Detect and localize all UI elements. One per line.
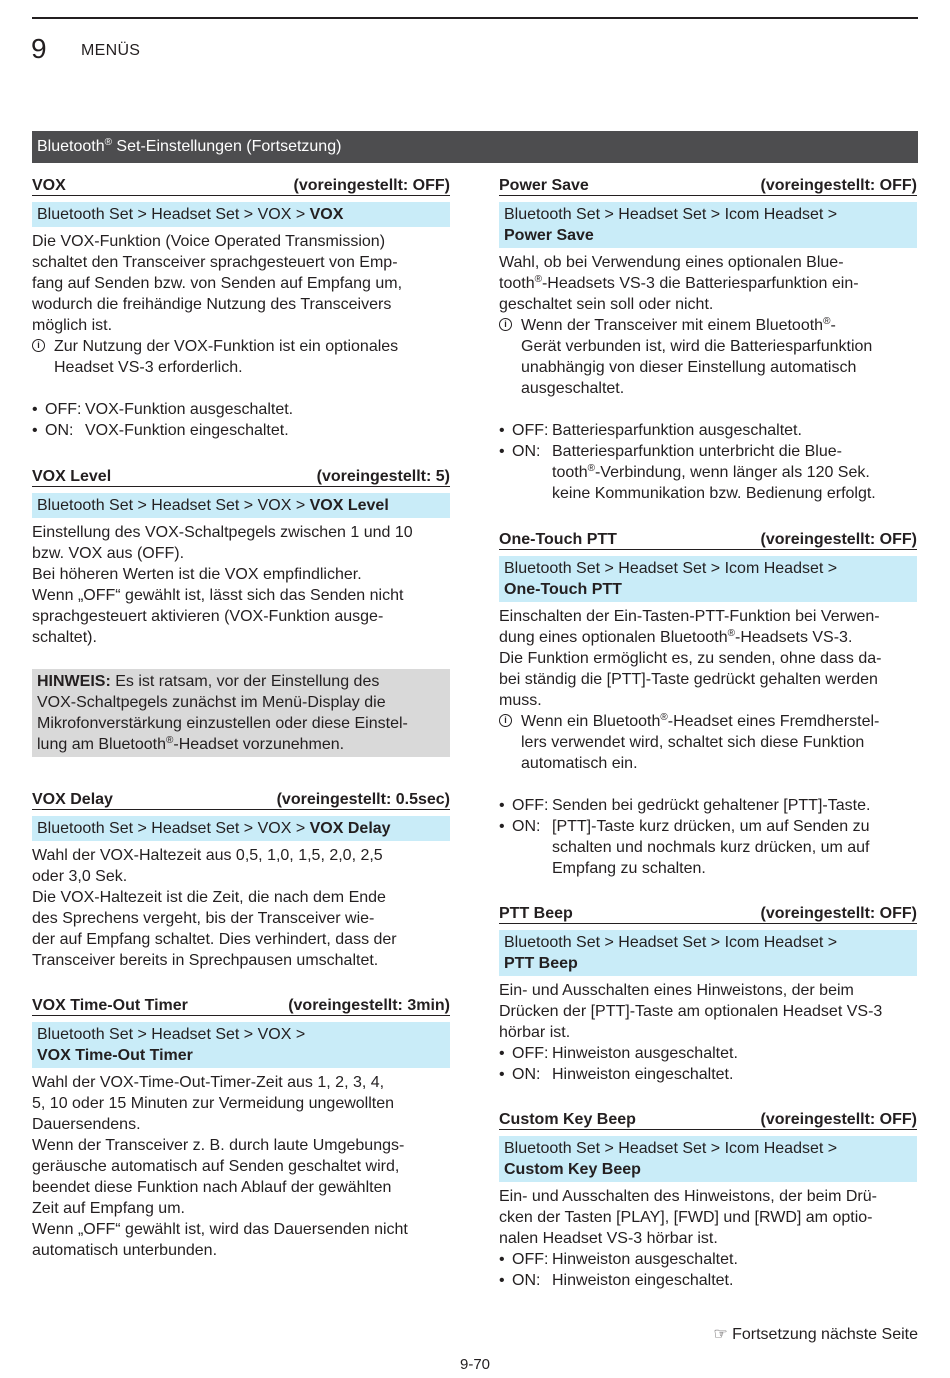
reg-mark: ® (534, 274, 542, 285)
text-line: -Headset vorzunehmen. (173, 736, 345, 753)
vox-timer-default: (voreingestellt: 3min) (288, 997, 450, 1014)
vox-option-on: • ON: VOX-Funktion eingeschaltet. (32, 420, 450, 441)
text-line: cken der Tasten [PLAY], [FWD] und [RWD] am optio- (499, 1209, 873, 1226)
custom-key-option-on: • ON: Hinweiston eingeschaltet. (499, 1270, 917, 1291)
vox-delay-menu-path (32, 816, 450, 841)
one-touch-option-off: • OFF: Senden bei gedrückt gehaltener [PTT]-Taste. (499, 795, 917, 816)
option-value: Batteriesparfunktion ausgeschaltet. (552, 422, 802, 439)
text-line: Ein- und Ausschalten des Hinweistons, der beim Drü- (499, 1188, 877, 1205)
text-line: dung eines optionalen Bluetooth (499, 629, 728, 646)
power-save-option-off: • OFF: Batteriesparfunktion ausgeschaltet. (499, 420, 917, 441)
vox-heading (32, 174, 450, 196)
text-line: fang auf Senden bzw. von Senden auf Empfang um, (32, 275, 403, 292)
section-title-pre: Bluetooth (37, 138, 105, 155)
text-line: hörbar ist. (499, 1024, 571, 1041)
option-key: OFF: (512, 1251, 549, 1268)
text-line: unabhängig von dieser Einstellung automatisch (521, 359, 857, 376)
text-line: automatisch ein. (521, 755, 638, 772)
text-line: schaltet den Transceiver sprachgesteuert von Emp- (32, 254, 398, 271)
section-reg: ® (104, 137, 112, 148)
option-key: ON: (512, 818, 541, 835)
vox-delay-block (32, 788, 450, 971)
info-icon: i (499, 714, 512, 727)
text-line: tooth (552, 464, 588, 481)
text-line: Dauersendens. (32, 1116, 141, 1133)
ptt-beep-menu-path (499, 930, 917, 976)
info-icon: i (499, 318, 512, 331)
text-line: Zeit auf Empfang um. (32, 1200, 185, 1217)
custom-key-beep-block (499, 1108, 917, 1291)
one-touch-ptt-block (499, 528, 917, 879)
text-line: bei ständig die [PTT]-Taste gedrückt gehalten werden (499, 671, 878, 688)
ptt-beep-heading (499, 902, 917, 924)
vox-path-text: Bluetooth Set > Headset Set > VOX > (37, 206, 310, 223)
continued-text: Fortsetzung nächste Seite (732, 1326, 918, 1343)
continued-note (713, 1325, 918, 1345)
text-line: Mikrofonverstärkung einzustellen oder diese Einstel- (37, 715, 408, 732)
text-line: ausgeschaltet. (521, 380, 625, 397)
ptt-beep-title: PTT Beep (499, 905, 573, 922)
text-line: möglich ist. (32, 317, 113, 334)
hint-box (32, 669, 450, 757)
text-line: der auf Empfang schaltet. Dies verhindert, dass der (32, 931, 397, 948)
vox-level-description (32, 522, 450, 648)
text-line: geschaltet sein soll oder nicht. (499, 296, 714, 313)
power-save-title: Power Save (499, 177, 589, 194)
text-line: Die Funktion ermöglicht es, zu senden, ohne dass da- (499, 650, 882, 667)
custom-key-path-text: Bluetooth Set > Headset Set > Icom Headset > (504, 1140, 838, 1157)
text-line: Die VOX-Funktion (Voice Operated Transmission) (32, 233, 386, 250)
power-save-heading (499, 174, 917, 196)
option-key: ON: (512, 1272, 541, 1289)
top-rule (32, 17, 918, 19)
ptt-beep-block (499, 902, 917, 1085)
option-key: OFF: (512, 797, 549, 814)
vox-option-off: • OFF: VOX-Funktion ausgeschaltet. (32, 399, 450, 420)
power-save-block (499, 174, 917, 504)
custom-key-beep-heading (499, 1108, 917, 1130)
text-line: - (830, 317, 836, 334)
text-line: automatisch unterbunden. (32, 1242, 218, 1259)
vox-timer-block (32, 994, 450, 1261)
vox-description (32, 231, 450, 336)
pointing-hand-icon: ☞ (713, 1326, 728, 1343)
text-line: tooth (499, 275, 535, 292)
custom-key-beep-menu-path (499, 1136, 917, 1182)
option-value: Senden bei gedrückt gehaltener [PTT]-Taste. (552, 797, 871, 814)
text-line: nalen Headset VS-3 hörbar ist. (499, 1230, 718, 1247)
ptt-beep-path-text: Bluetooth Set > Headset Set > Icom Headset > (504, 934, 838, 951)
text-line: lers verwendet wird, schaltet sich diese Funktion (521, 734, 865, 751)
text-line: Einschalten der Ein-Tasten-PTT-Funktion bei Verwen- (499, 608, 880, 625)
option-value: VOX-Funktion eingeschaltet. (85, 422, 289, 439)
text-line: Wenn der Transceiver mit einem Bluetooth (521, 317, 824, 334)
vox-default: (voreingestellt: OFF) (293, 177, 450, 194)
hint-label: HINWEIS: (37, 673, 111, 690)
option-key: OFF: (45, 401, 82, 418)
text-line: Ein- und Ausschalten eines Hinweistons, der beim (499, 982, 854, 999)
text-line: des Sprechens vergeht, bis der Transceiver wie- (32, 910, 375, 927)
text-line: -Verbindung, wenn länger als 120 Sek. (594, 464, 870, 481)
right-column (499, 174, 917, 1291)
power-save-path-bold: Power Save (504, 227, 594, 244)
text-line: schalten und nochmals kurz drücken, um auf (552, 839, 870, 856)
vox-level-path-text: Bluetooth Set > Headset Set > VOX > (37, 497, 310, 514)
section-title-post: Set-Einstellungen (Fortsetzung) (111, 138, 342, 155)
option-key: ON: (512, 443, 541, 460)
text-line: bzw. VOX aus (OFF). (32, 545, 185, 562)
text-line: Headset VS-3 erforderlich. (54, 359, 243, 376)
vox-level-heading (32, 465, 450, 487)
vox-note (32, 336, 450, 378)
one-touch-ptt-menu-path (499, 556, 917, 602)
text-line: Wenn „OFF“ gewählt ist, lässt sich das Senden nicht (32, 587, 404, 604)
text-line: Die VOX-Haltezeit ist die Zeit, die nach dem Ende (32, 889, 386, 906)
option-key: ON: (45, 422, 74, 439)
vox-timer-heading (32, 994, 450, 1016)
option-value (552, 816, 917, 879)
info-icon: i (32, 339, 45, 352)
vox-level-path-bold: VOX Level (309, 497, 389, 514)
power-save-menu-path (499, 202, 917, 248)
text-line: sprachgesteuert aktivieren (VOX-Funktion ausge- (32, 608, 384, 625)
ptt-beep-default: (voreingestellt: OFF) (760, 905, 917, 922)
text-line: 5, 10 oder 15 Minuten zur Vermeidung ungewollten (32, 1095, 395, 1112)
text-line: Wenn „OFF“ gewählt ist, wird das Dauersenden nicht (32, 1221, 408, 1238)
ptt-beep-description (499, 980, 917, 1043)
vox-delay-title: VOX Delay (32, 791, 113, 808)
vox-block (32, 174, 450, 441)
vox-delay-heading (32, 788, 450, 810)
text-line: schaltet). (32, 629, 97, 646)
option-value: Hinweiston eingeschaltet. (552, 1066, 734, 1083)
option-value: VOX-Funktion ausgeschaltet. (85, 401, 294, 418)
vox-delay-default: (voreingestellt: 0.5sec) (276, 791, 450, 808)
option-key: ON: (512, 1066, 541, 1083)
vox-level-menu-path (32, 493, 450, 518)
reg-mark: ® (823, 316, 831, 327)
text-line: Wenn ein Bluetooth (521, 713, 661, 730)
option-value: Hinweiston eingeschaltet. (552, 1272, 734, 1289)
section-bar (32, 131, 918, 163)
custom-key-beep-title: Custom Key Beep (499, 1111, 636, 1128)
one-touch-ptt-default: (voreingestellt: OFF) (760, 531, 917, 548)
text-line: Bei höheren Werten ist die VOX empfindlicher. (32, 566, 362, 583)
custom-key-option-off: • OFF: Hinweiston ausgeschaltet. (499, 1249, 917, 1270)
text-line: keine Kommunikation bzw. Bedienung erfolgt. (552, 485, 876, 502)
reg-mark: ® (587, 463, 595, 474)
text-line: -Headsets VS-3 die Batteriesparfunktion ein- (541, 275, 859, 292)
one-touch-ptt-title: One-Touch PTT (499, 531, 617, 548)
text-line: VOX-Schaltpegels zunächst im Menü-Display die (37, 694, 386, 711)
one-touch-path-text: Bluetooth Set > Headset Set > Icom Headset > (504, 560, 838, 577)
text-line: Wahl, ob bei Verwendung eines optionalen Blue- (499, 254, 844, 271)
text-line: Wahl der VOX-Haltezeit aus 0,5, 1,0, 1,5, 2,0, 2,5 (32, 847, 383, 864)
option-value (552, 441, 917, 504)
power-save-option-on: • ON: Batteriesparfunktion unterbricht die Blue- tooth®-Verbindung, wenn länger als 120 Sek. keine Kommunikation bzw. Bedienung erfolgt. (499, 441, 917, 504)
ptt-beep-option-off: • OFF: Hinweiston ausgeschaltet. (499, 1043, 917, 1064)
vox-delay-path-bold: VOX Delay (309, 820, 391, 837)
text-line: Wenn der Transceiver z. B. durch laute Umgebungs- (32, 1137, 405, 1154)
text-line: lung am Bluetooth (37, 736, 166, 753)
chapter-title: MENÜS (81, 42, 141, 59)
vox-delay-path-text: Bluetooth Set > Headset Set > VOX > (37, 820, 310, 837)
ptt-beep-path-bold: PTT Beep (504, 955, 578, 972)
custom-key-path-bold: Custom Key Beep (504, 1161, 641, 1178)
text-line: [PTT]-Taste kurz drücken, um auf Senden zu (552, 818, 870, 835)
vox-level-title: VOX Level (32, 468, 112, 485)
option-value: Hinweiston ausgeschaltet. (552, 1045, 738, 1062)
text-line: oder 3,0 Sek. (32, 868, 128, 885)
page-number: 9-70 (459, 1356, 491, 1373)
vox-timer-description (32, 1072, 450, 1261)
vox-timer-path-bold: VOX Time-Out Timer (37, 1047, 193, 1064)
text-line: wodurch die freihändige Nutzung des Transceivers (32, 296, 392, 313)
power-save-description (499, 252, 917, 315)
vox-timer-title: VOX Time-Out Timer (32, 997, 188, 1014)
vox-timer-path-text: Bluetooth Set > Headset Set > VOX > (37, 1026, 306, 1043)
option-key: OFF: (512, 1045, 549, 1062)
text-line: beendet diese Funktion nach Ablauf der gewählten (32, 1179, 392, 1196)
text-line: Es ist ratsam, vor der Einstellung des (110, 673, 380, 690)
vox-menu-path (32, 202, 450, 227)
text-line: -Headset eines Fremdherstel- (667, 713, 880, 730)
power-save-default: (voreingestellt: OFF) (760, 177, 917, 194)
custom-key-beep-default: (voreingestellt: OFF) (760, 1111, 917, 1128)
vox-timer-menu-path (32, 1022, 450, 1068)
one-touch-ptt-note (499, 711, 917, 774)
text-line: Einstellung des VOX-Schaltpegels zwischen 1 und 10 (32, 524, 413, 541)
vox-path-bold: VOX (309, 206, 344, 223)
option-key: OFF: (512, 422, 549, 439)
text-line: Transceiver bereits in Sprechpausen umschaltet. (32, 952, 379, 969)
left-column (32, 174, 450, 1261)
text-line: -Headsets VS-3. (735, 629, 853, 646)
ptt-beep-option-on: • ON: Hinweiston eingeschaltet. (499, 1064, 917, 1085)
text-line: Drücken der [PTT]-Taste am optionalen Headset VS-3 (499, 1003, 883, 1020)
text-line: Wahl der VOX-Time-Out-Timer-Zeit aus 1, 2, 3, 4, (32, 1074, 385, 1091)
chapter-number: 9 (31, 33, 47, 64)
text-line: Gerät verbunden ist, wird die Batteriesparfunktion (521, 338, 873, 355)
text-line: Empfang zu schalten. (552, 860, 706, 877)
text-line: Zur Nutzung der VOX-Funktion ist ein optionales (54, 338, 399, 355)
text-line: geräusche automatisch auf Senden geschaltet wird, (32, 1158, 400, 1175)
vox-level-block (32, 465, 450, 757)
power-save-path-text: Bluetooth Set > Headset Set > Icom Headset > (504, 206, 838, 223)
one-touch-path-bold: One-Touch PTT (504, 581, 622, 598)
one-touch-option-on: • ON: [PTT]-Taste kurz drücken, um auf Senden zu schalten und nochmals kurz drücken, um auf Empfang zu schalten. (499, 816, 917, 879)
vox-title: VOX (32, 177, 66, 194)
reg-mark: ® (727, 628, 736, 639)
text-line: muss. (499, 692, 542, 709)
custom-key-beep-description (499, 1186, 917, 1249)
one-touch-ptt-description (499, 606, 917, 711)
option-value: Hinweiston ausgeschaltet. (552, 1251, 738, 1268)
power-save-note (499, 315, 917, 399)
vox-delay-description (32, 845, 450, 971)
text-line: Batteriesparfunktion unterbricht die Blue- (552, 443, 842, 460)
vox-level-default: (voreingestellt: 5) (316, 468, 450, 485)
one-touch-ptt-heading (499, 528, 917, 550)
reg-mark: ® (660, 712, 668, 723)
reg-mark: ® (165, 735, 174, 746)
